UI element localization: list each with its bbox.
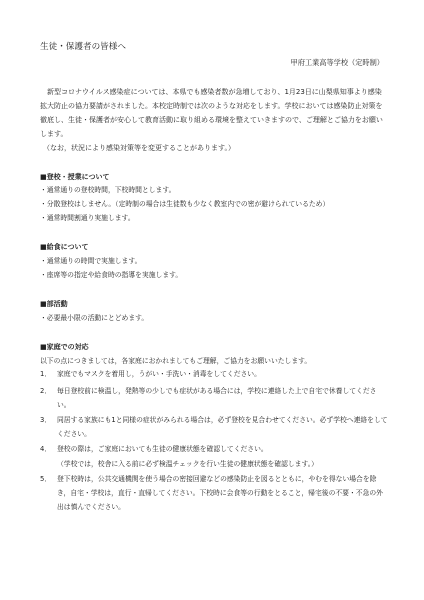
section-heading-home: ■家庭での対応	[40, 343, 89, 351]
school-name: 甲府工業高等学校（定時制）	[290, 58, 384, 67]
item-text: 登下校時は，公共交通機関を使う場合の密接回避などの感染防止を図るとともに，やむを得ない場合を除き，自宅・学校は，直行・直帰してください。下校時に会食等の行動をとること，帰宅後の不要・不急の外出は慎んでください。	[57, 475, 383, 511]
section-heading-school-class: ■登校・授業について	[40, 173, 110, 181]
home-item	[40, 442, 388, 456]
home-item	[40, 413, 388, 441]
club-item: ・必要最小限の活動にとどめます。	[40, 314, 149, 322]
lunch-item: ・通常通りの時間で実施します。	[40, 257, 142, 265]
school-class-item: ・通常通りの登校時間，下校時間とします。	[40, 186, 176, 194]
home-item	[40, 367, 388, 381]
home-lead: 以下の点につきましては，各家庭におかれましてもご理解，ご協力をお願いいたします。	[40, 357, 312, 365]
intro-paragraph: 新型コロナウイルス感染症については、本県でも感染者数が急増しており、1月23日に山梨県知事より感染拡大防止の協力要請がされました。本校定時制では次のような対応をします。学校においては感染防止対策を徹底し、生徒・保護者が安心して教育活動に取り組める環境を整えていきますので、ご理解とご協力をお願いします。	[40, 88, 383, 138]
item-number: 3．	[40, 416, 52, 424]
item-text: 毎日登校前に検温し，発熱等の少しでも症状がある場合には，学校に連絡した上で自宅で休養してください。	[57, 387, 377, 409]
item-number: 4．	[40, 445, 52, 453]
item-number: 2．	[40, 387, 52, 395]
lunch-item: ・座席等の指定や給食時の指導を実施します。	[40, 271, 183, 279]
item-text: 同居する家族にも1と同様の症状がみられる場合は，必ず登校を見合わせてください。必ず学校へ連絡をしてください。	[57, 416, 388, 438]
intro-note: （なお，状況により感染対策等を変更することがあります。）	[43, 144, 235, 152]
item-number: 5．	[40, 475, 52, 483]
school-class-item: ・通常時間割通り実施します。	[40, 214, 135, 222]
page-title: 生徒・保護者の皆様へ	[40, 42, 126, 52]
item-text: 家庭でもマスクを着用し，うがい・手洗い・消毒をしてください。	[57, 370, 261, 378]
item-text: 登校の際は，ご家庭においても生徒の健康状態を確認してください。	[57, 445, 268, 453]
section-heading-lunch: ■給食について	[40, 243, 89, 251]
home-item	[40, 472, 388, 514]
home-item	[40, 384, 388, 412]
item-number: 1．	[40, 370, 52, 378]
school-class-item: ・分散登校はしません。（定時制の場合は生徒数も少なく教室内での密が避けられているため）	[40, 200, 330, 208]
section-heading-club: ■部活動	[40, 300, 68, 308]
home-sub-note: （学校では，校舎に入る前に必ず検温チェックを行い生徒の健康状態を確認します。）	[57, 460, 318, 468]
